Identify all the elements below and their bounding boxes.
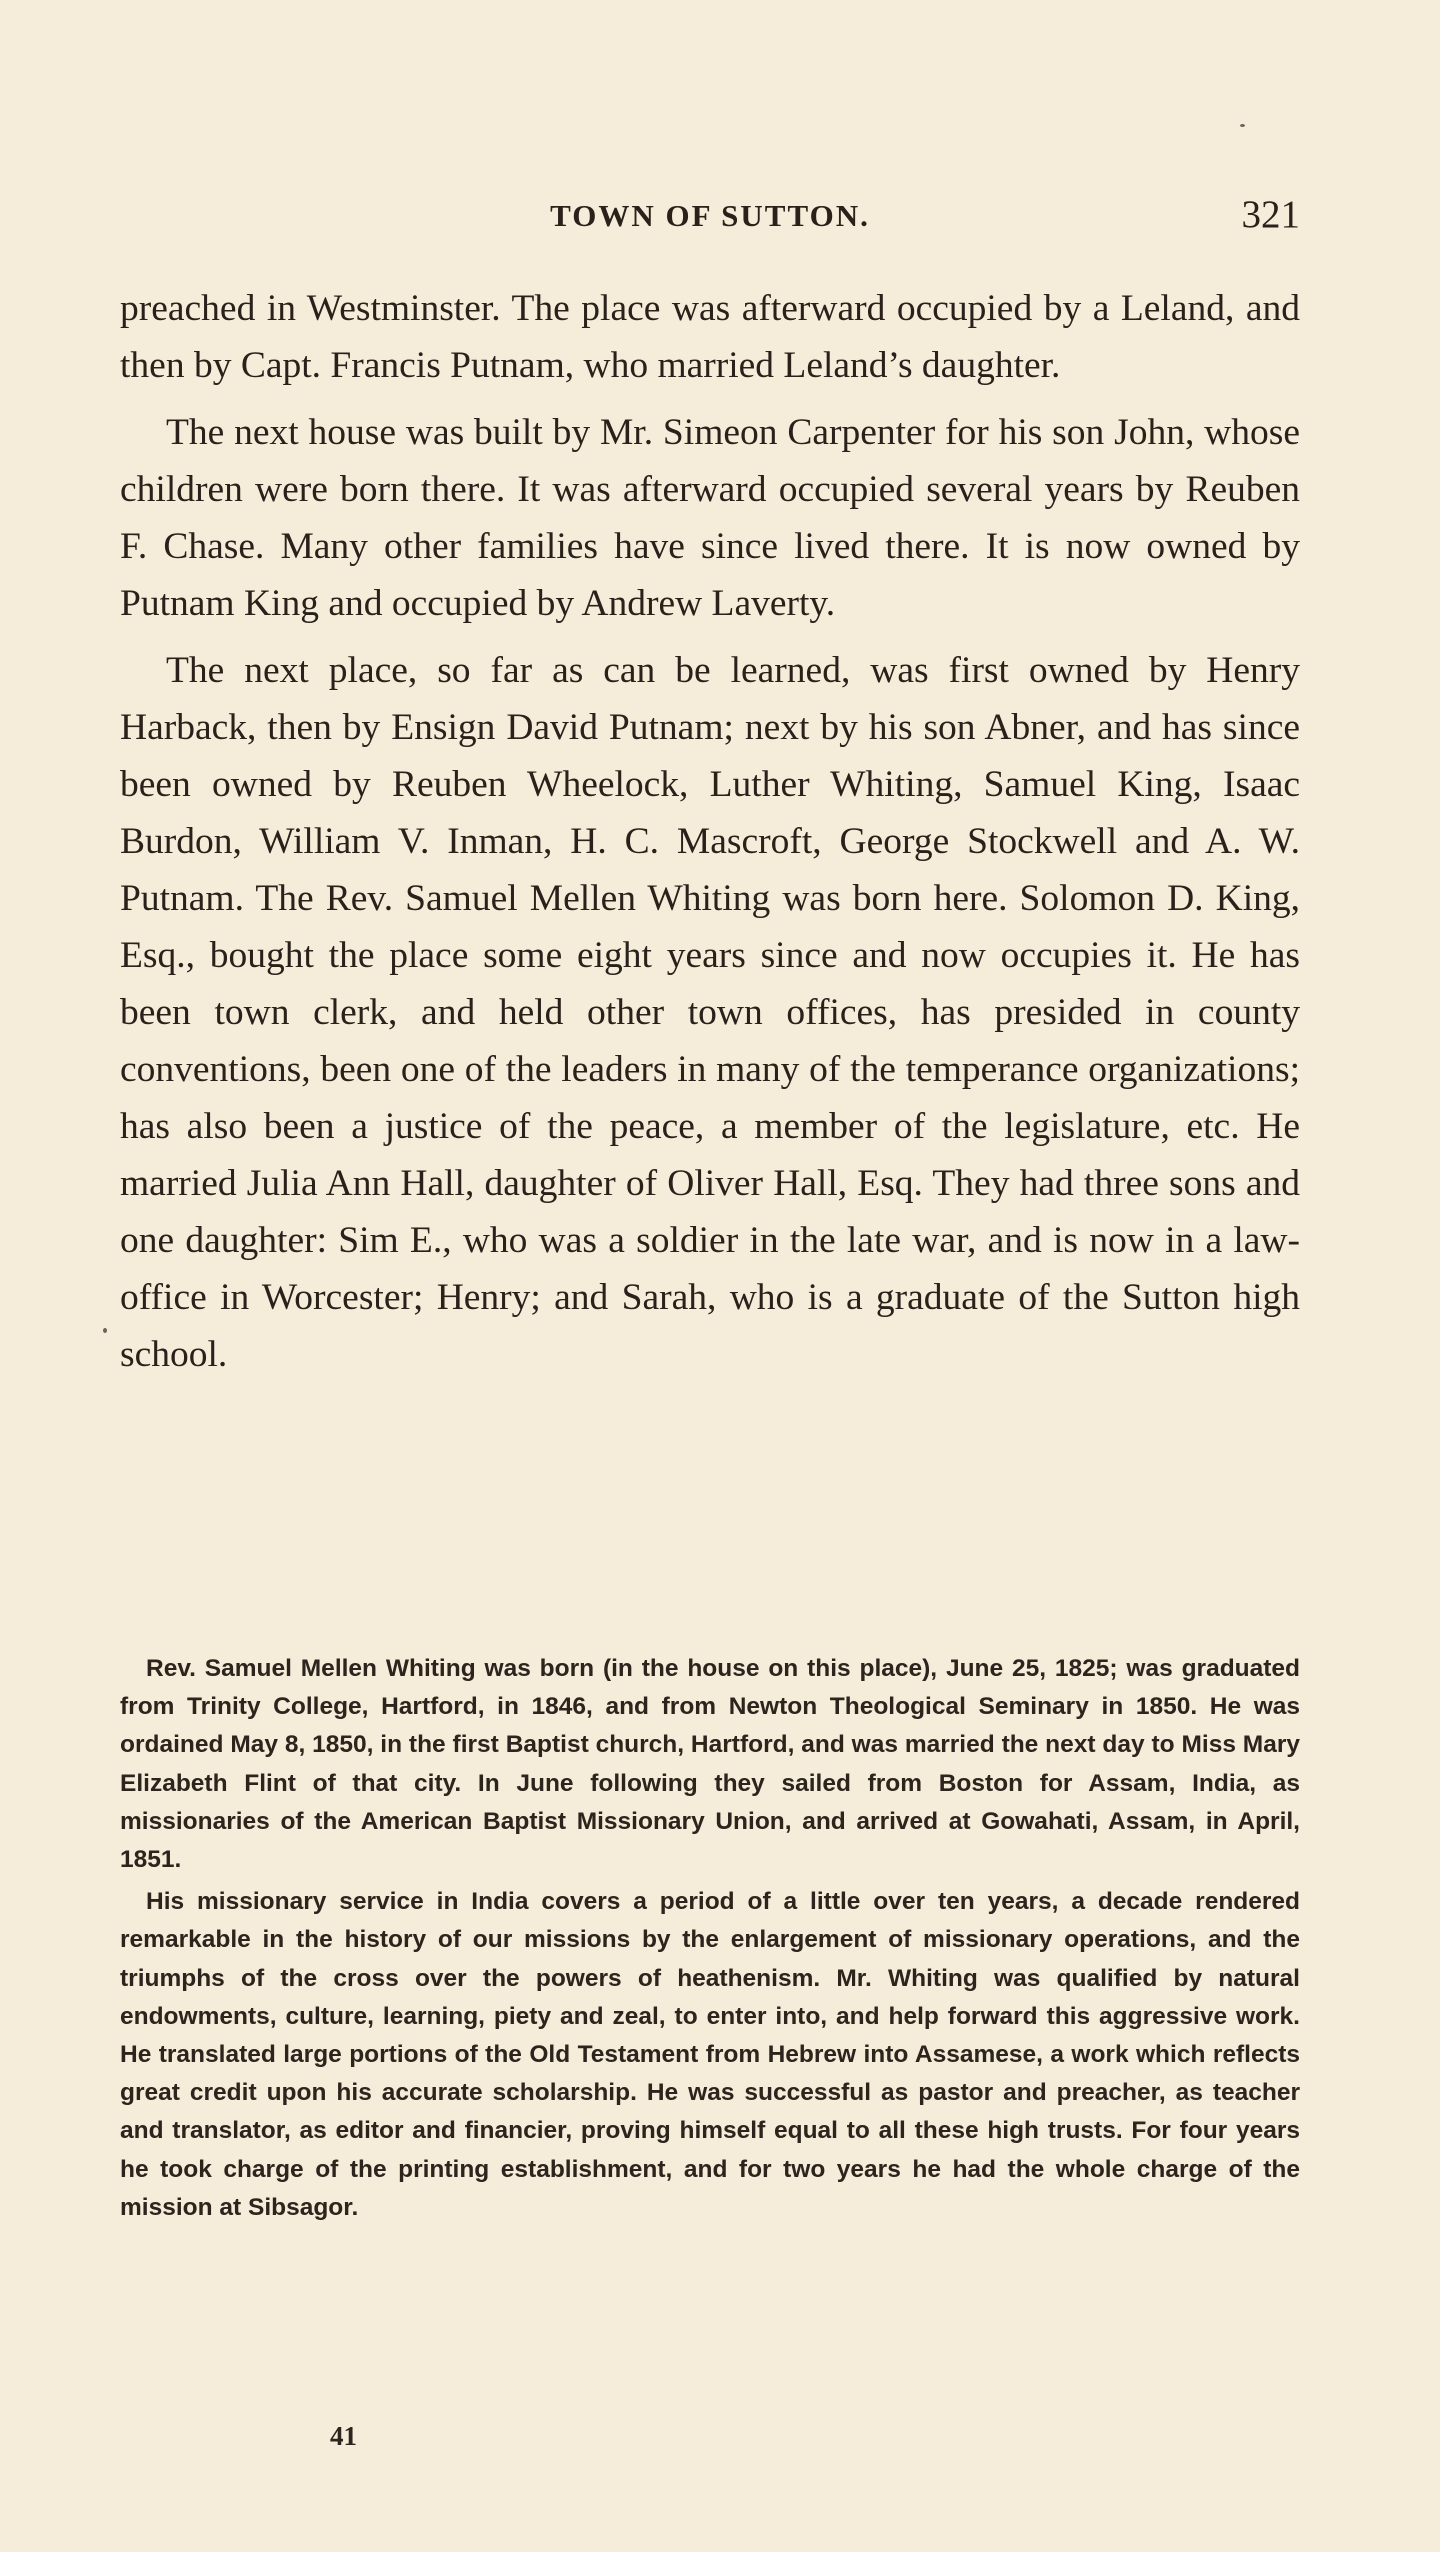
signature-mark: 41 [330, 2421, 357, 2451]
main-text [120, 280, 1300, 1393]
footnote-paragraph-biography: Rev. Samuel Mellen Whiting was born (in the house on this place), June 25, 1825; was graduated from Trinity College, Hartford, in 1846, and from Newton Theological Seminary in 1850. He was ordained May 8, 1850, in the first Baptist church, Hartford, and was married the next day to Miss Mary Elizabeth Flint of that city. In June following they sailed from Boston for Assam, India, as missionaries of the American Baptist Missionary Union, and arrived at Gowahati, Assam, in April, 1851. [120, 1655, 1300, 1874]
ink-speck [103, 1328, 107, 1333]
paragraph-continuation: preached in Westminster. The place was afterward occupied by a Leland, and then by Capt. Francis Putnam, who married Leland’s daughter. [120, 288, 1300, 386]
paragraph-carpenter-house: The next house was built by Mr. Simeon Carpenter for his son John, whose children were born there. It was afterward occupied several years by Reuben F. Chase. Many other families have since lived there. It is now owned by Putnam King and occupied by Andrew Laverty. [120, 412, 1300, 624]
running-title: TOWN OF SUTTON. [550, 198, 870, 233]
page-number: 321 [1241, 193, 1300, 236]
footnote [120, 1650, 1300, 2231]
footnote-paragraph-missionary-service: His missionary service in India covers a period of a little over ten years, a decade rendered remarkable in the history of our missions by the enlargement of missionary operations, and the triumphs of the cross over the powers of heathenism. Mr. Whiting was qualified by natural endowments, culture, learning, piety and zeal, to enter into, and help forward this aggressive work. He translated large portions of the Old Testament from Hebrew into Assamese, a work which reflects great credit upon his accurate scholarship. He was successful as pastor and preacher, as teacher and translator, as editor and financier, proving himself equal to all these high trusts. For four years he took charge of the printing establishment, and for two years he had the whole charge of the mission at Sibsagor. [120, 1888, 1300, 2221]
ink-speck [1240, 124, 1245, 127]
running-head [120, 192, 1300, 240]
paragraph-harback-place: The next place, so far as can be learned, was first owned by Henry Harback, then by Ensign David Putnam; next by his son Abner, and has since been owned by Reuben Wheelock, Luther Whiting, Samuel King, Isaac Burdon, William V. Inman, H. C. Mascroft, George Stockwell and A. W. Putnam. The Rev. Samuel Mellen Whiting was born here. Solomon D. King, Esq., bought the place some eight years since and now occupies it. He has been town clerk, and held other town offices, has presided in county conventions, been one of the leaders in many of the temperance organizations; has also been a justice of the peace, a member of the legislature, etc. He married Julia Ann Hall, daughter of Oliver Hall, Esq. They had three sons and one daughter: Sim E., who was a soldier in the late war, and is now in a law-office in Worcester; Henry; and Sarah, who is a graduate of the Sutton high school. [120, 650, 1300, 1375]
